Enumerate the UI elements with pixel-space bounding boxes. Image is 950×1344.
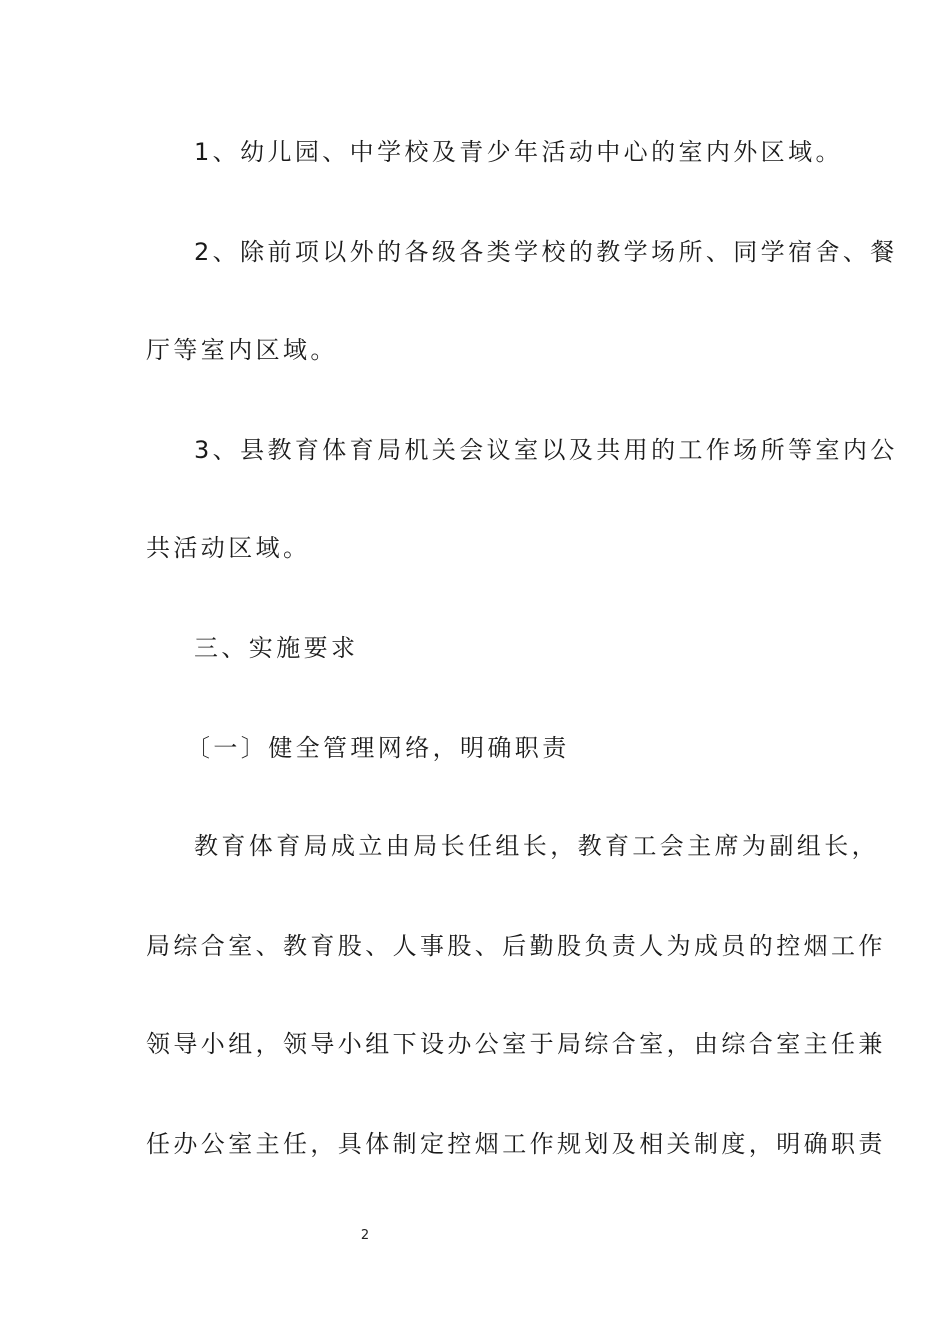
paragraph-item-2-line-1: 2、除前项以外的各级各类学校的教学场所、同学宿舍、餐 [194, 238, 898, 266]
paragraph-item-2-line-2: 厅等室内区域。 [146, 336, 338, 364]
paragraph-body-line-2: 局综合室、教育股、人事股、后勤股负责人为成员的控烟工作 [146, 932, 886, 960]
page-number: 2 [360, 1228, 370, 1243]
paragraph-body-line-1: 教育体育局成立由局长任组长，教育工会主席为副组长， [194, 832, 879, 860]
paragraph-item-3-line-1: 3、县教育体育局机关会议室以及共用的工作场所等室内公 [194, 436, 898, 464]
paragraph-body-line-4: 任办公室主任，具体制定控烟工作规划及相关制度，明确职责 [146, 1130, 886, 1158]
section-heading: 三、实施要求 [194, 634, 359, 662]
subsection-heading: 〔一〕健全管理网络，明确职责 [186, 734, 570, 762]
paragraph-item-1: 1、幼儿园、中学校及青少年活动中心的室内外区域。 [194, 138, 843, 166]
paragraph-item-3-line-2: 共活动区域。 [146, 534, 311, 562]
paragraph-body-line-3: 领导小组，领导小组下设办公室于局综合室，由综合室主任兼 [146, 1030, 886, 1058]
